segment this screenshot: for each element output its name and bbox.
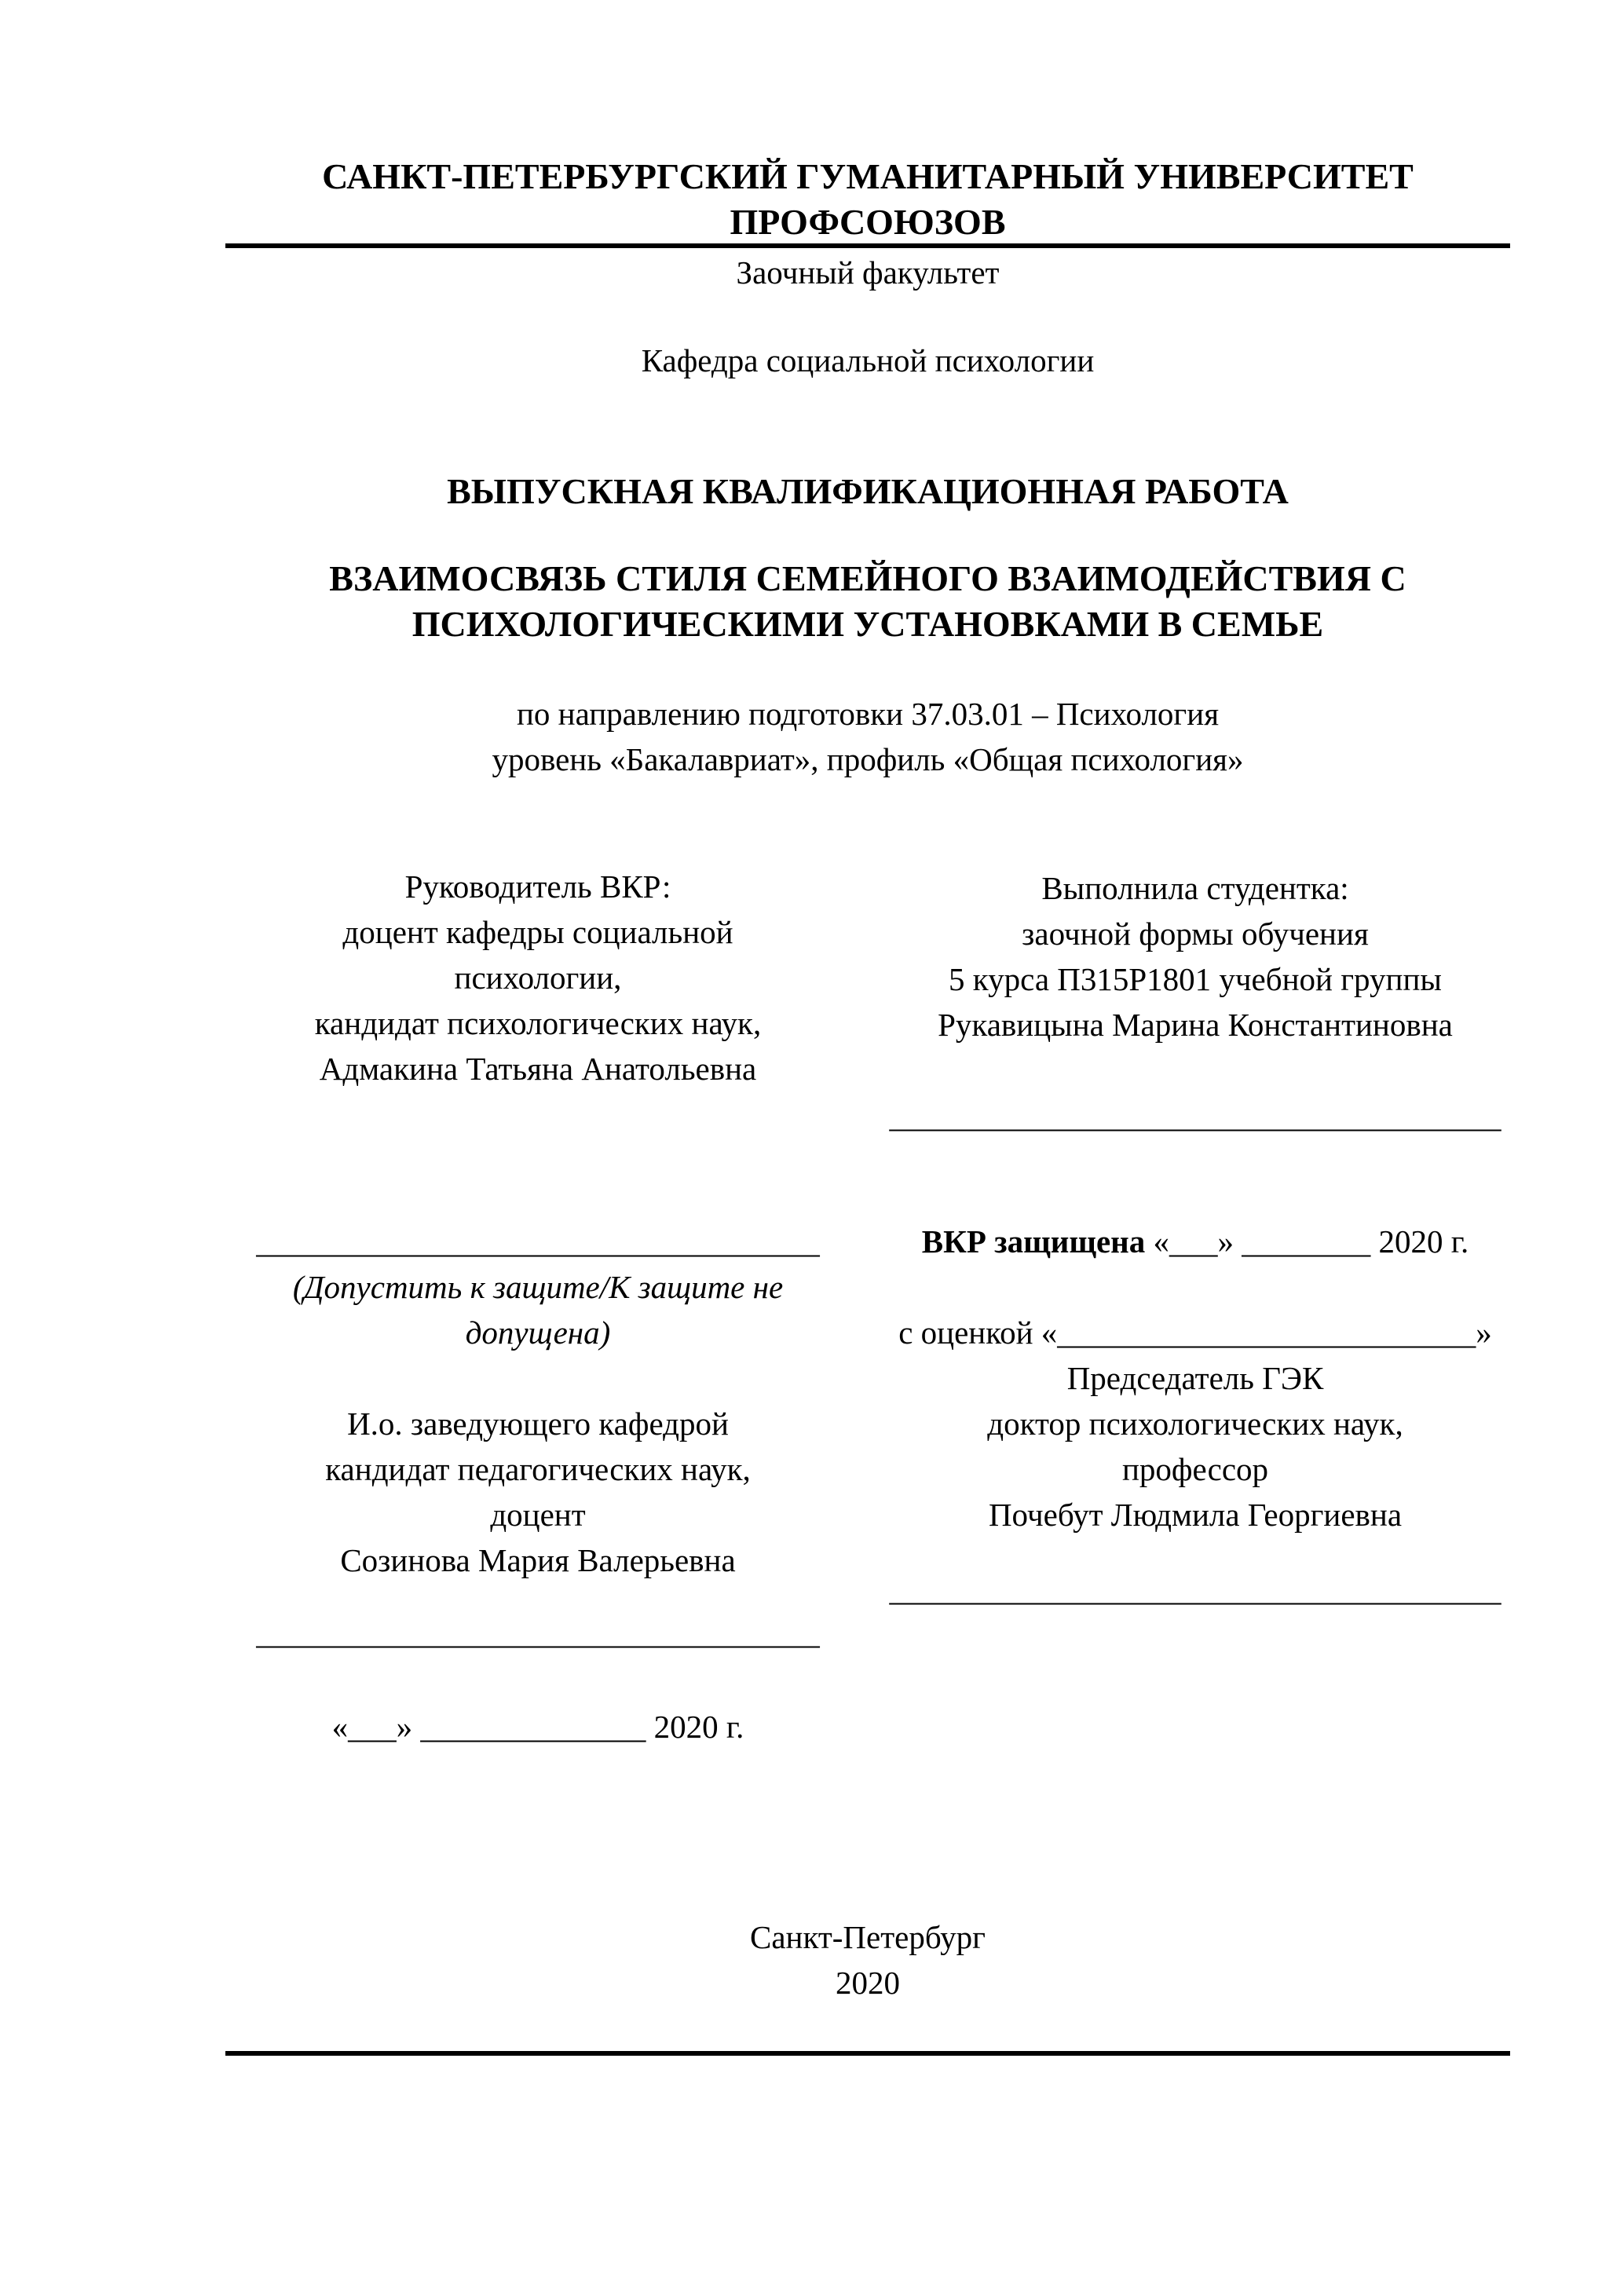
university-name-line2: ПРОФСОЮЗОВ	[730, 202, 1006, 242]
student-name: Рукавицына Марина Константиновна	[938, 1007, 1453, 1043]
university-name-line1: САНКТ-ПЕТЕРБУРГСКИЙ ГУМАНИТАРНЫЙ УНИВЕРСИТЕТ	[322, 156, 1414, 196]
defense-grade-line: с оценкой «__________________________»	[898, 1314, 1492, 1351]
admission-note-line2: допущена)	[465, 1314, 611, 1351]
admission-official-line3: доцент	[490, 1497, 586, 1533]
defense-date-rest: «___» ________ 2020 г.	[1145, 1223, 1469, 1260]
footer-block	[225, 1914, 1510, 2005]
student-block	[878, 865, 1512, 1139]
spacer	[878, 1047, 1512, 1093]
admission-date-block	[228, 1704, 848, 1749]
footer-rule	[225, 2051, 1510, 2056]
admission-official-name: Созинова Мария Валерьевна	[340, 1542, 736, 1578]
admission-signature2-block	[228, 1610, 848, 1655]
supervisor-line3: кандидат психологических наук,	[314, 1005, 762, 1041]
defense-chair-name: Почебут Людмила Георгиевна	[988, 1497, 1403, 1533]
defense-signature-block	[878, 1567, 1512, 1612]
defense-block	[878, 1219, 1512, 1537]
defense-signature-line: ______________________________________	[889, 1571, 1501, 1607]
level-profile-line: уровень «Бакалавриат», профиль «Общая психология»	[492, 741, 1244, 777]
department-line: Кафедра социальной психологии	[641, 342, 1095, 378]
defense-chair-line2: доктор психологических наук,	[987, 1406, 1403, 1442]
work-title-line2: ПСИХОЛОГИЧЕСКИМИ УСТАНОВКАМИ В СЕМЬЕ	[411, 604, 1324, 644]
student-heading: Выполнила студентка:	[1041, 870, 1349, 906]
student-signature-line: ______________________________________	[889, 1098, 1501, 1134]
work-title	[225, 556, 1510, 647]
header-divider-rule	[225, 243, 1510, 248]
admission-official-line1: И.о. заведующего кафедрой	[347, 1406, 729, 1442]
supervisor-line2: психологии,	[454, 960, 622, 996]
spacer	[228, 1355, 848, 1401]
supervisor-block	[228, 864, 848, 1091]
supervisor-line1: доцент кафедры социальной	[342, 914, 733, 950]
defense-chair-line3: профессор	[1121, 1451, 1269, 1487]
faculty-line: Заочный факультет	[736, 254, 1000, 291]
direction-line: по направлению подготовки 37.03.01 – Психология	[516, 696, 1220, 732]
work-type-heading: ВЫПУСКНАЯ КВАЛИФИКАЦИОННАЯ РАБОТА	[447, 471, 1289, 511]
admission-block	[228, 1219, 848, 1583]
defense-date-label: ВКР защищена	[921, 1223, 1146, 1260]
supervisor-heading: Руководитель ВКР:	[404, 868, 671, 905]
admission-official-line2: кандидат педагогических наук,	[325, 1451, 751, 1487]
student-line2: 5 курса П315Р1801 учебной группы	[949, 961, 1442, 997]
admission-signature-line2: ___________________________________	[256, 1614, 820, 1651]
spacer	[878, 1264, 1512, 1310]
defense-chair-line1: Председатель ГЭК	[1066, 1360, 1324, 1396]
university-name	[225, 154, 1510, 245]
student-line1: заочной формы обучения	[1022, 916, 1369, 952]
admission-note-line1: (Допустить к защите/К защите не	[292, 1269, 784, 1305]
admission-signature-line: ___________________________________	[256, 1223, 820, 1260]
supervisor-name: Адмакина Татьяна Анатольевна	[319, 1051, 757, 1087]
work-title-line1: ВЗАИМОСВЯЗЬ СТИЛЯ СЕМЕЙНОГО ВЗАИМОДЕЙСТВИЯ С	[329, 558, 1406, 598]
admission-date-line: «___» ______________ 2020 г.	[331, 1709, 744, 1745]
footer-year: 2020	[836, 1965, 900, 2001]
defense-date-line	[878, 1219, 1512, 1264]
study-direction	[225, 691, 1510, 782]
footer-city: Санкт-Петербург	[750, 1919, 986, 1955]
